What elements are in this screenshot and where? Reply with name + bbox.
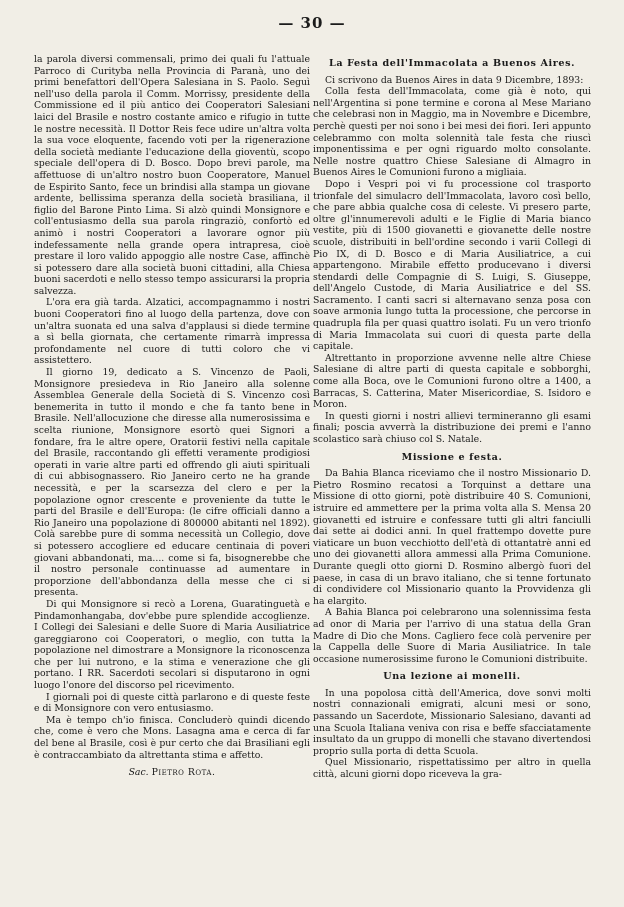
paragraph: Il giorno 19, dedicato a S. Vincenzo de Paoli, Monsignore presiedeva in Rio Janeiro alla solenne Assemblea Generale della Società di S. Vincenzo così benemerita in tutto il mondo e che fa tanto bene in Brasile. Nell'allocuzione che diresse alla numerosissima e scelta riunione, Monsignore esortò quei Signori a fondare, fra le altre opere, Oratorii festivi nella capitale del Brasile, raccontando gli effetti veramente prodigiosi operati in varie altre parti ed offrendo gli aiuti spirituali di cui abbisognassero. Rio Janeiro certo ne ha grande necessità, e per la scarsezza del clero e per la popolazione ognor crescente e proveniente da tutte le parti del Brasile e dell'Europa: (le cifre officiali danno a Rio Janeiro una popolazione di 800000 abitanti nel 1892). Colà sarebbe pure di somma necessità un Collegio, dove si potessero accogliere ed educare centinaia di poveri giovani abbandonati, ma.... come si fa, bisognerebbe che il nostro personale continuasse ad aumentare in proporzione dell'abbondanza della messe che ci si presenta. bbox=[34, 367, 310, 599]
paragraph: Colla festa dell'Immacolata, come già è noto, qui nell'Argentina si pone termine e corona al Mese Mariano che celebrasi non in Maggio, ma in Novembre e Dicembre, perchè questi per noi sono i bei mesi dei fiori. Ieri appunto celebrammo con molta solennità tale festa che riuscì imponentissima e per ogni riguardo molto consolante. Nelle nostre quattro Chiese Salesiane di Almagro in Buenos Aires le Comunioni furono a migliaia. bbox=[313, 86, 592, 179]
section-heading: Missione e festa. bbox=[401, 451, 503, 463]
paragraph: A Bahia Blanca poi celebrarono una solennissima festa ad onor di Maria per l'arrivo di una statua della Gran Madre di Dio che Mons. Cagliero fece colà pervenire per la Cappella delle Suore di Maria Ausiliatrice. In tale occasione numerosissime furono le Comunioni distribuite. bbox=[313, 607, 591, 665]
paragraph: Da Bahia Blanca riceviamo che il nostro Missionario D. Pietro Rosmino recatosi a Torquinst a dettare una Missione di otto giorni, potè distribuire 40 S. Comunioni, istruire ed ammettere per la prima volta alla S. Mensa 20 giovanetti ed istruire e confessare tutti gli altri fanciulli dai sette ai dodici anni. In quel frattempo dovette pure viaticare un buon vecchiotto dell'età di ottantatrè anni ed uno dei giovanetti allora ammessi alla Prima Comunione. Durante quegli otto giorni D. Rosmino albergò fuori del paese, in casa di un bravo italiano, che si tenne fortunato di condividere col Missionario quanto la Provvidenza gli ha elargito. bbox=[313, 468, 591, 607]
paragraph: L'ora era già tarda. Alzatici, accompagnammo i nostri buoni Cooperatori fino al luogo della partenza, dove con un'altra suonata ed una salva d'applausi si diede termine a sì bella giornata, che certamente rimarrà impressa profondamente nel cuore di tutti coloro che vi assistettero. bbox=[34, 297, 310, 367]
paragraph: Dopo i Vespri poi vi fu processione col trasporto trionfale del simulacro dell'Immacolata, lavoro così bello, che pare abbia qualche cosa di celeste. Vi presero parte, oltre gl'innumerevoli adulti e le Figlie di Maria bianco vestite, più di 1500 giovanetti e giovanette delle nostre scuole, distribuiti in bell'ordine secondo i varii Collegi di Pio IX, di D. Bosco e di Maria Ausiliatrice, a cui appartengono. Mirabile effetto producevano i diversi stendardi delle Compagnie di S. Luigi, S. Giuseppe, dell'Angelo Custode, di Maria Ausiliatrice e del SS. Sacramento. I canti sacri si alternavano senza posa con soave armonia lungo tutta la processione, che percorse in quadrupla fila per quasi quattro isolati. Fu un vero trionfo di Maria Immacolata sui cuori di questa parte della capitale. bbox=[313, 178, 591, 353]
paragraph: la parola diversi commensali, primo dei quali fu l'attuale Parroco di Curityba nella Provincia di Paranà, uno dei primi benefattori dell'Opera Salesiana in S. Paolo. Seguì nell'uso della parola il Comm. Morrissy, presidente della Commissione ed il più antico dei Cooperatori Salesiani laici del Brasile e nostro costante amico e rifugio in tutte le nostre necessità. Il Dottor Reis fece udire un'altra volta la sua voce eloquente, facendo voti per la rigenerazione della società mediante l'educazione della gioventù, scopo speciale dell'opera di D. Bosco. Dopo brevi parole, ma affettuose di un'altro nostro buon Cooperatore, Manuel de Espirito Santo, fece un brindisi alla stampa un giovane ardente, bellissima speranza della società brasiliana, il figlio del Barone Pinto Lima. Si alzò quindi Monsignore e coll'entusiasmo della sua parola ringraziò, confortò ed animò i nostri Cooperatori a lavorare ognor più indefessamente nella grande opera intrapresa, cioè prestare il loro valido appoggio alle nostre Case, affinchè si potessero dare alla società buoni cittadini, alla Chiesa buoni sacerdoti e nello stesso tempo assicurarsi la propria salvezza. bbox=[34, 54, 310, 297]
signature-name: Pietro Rota. bbox=[151, 767, 216, 779]
paragraph: In questi giorni i nostri allievi termineranno gli esami finali; poscia avverrà la distribuzione dei premi e l'anno scolastico sarà chiuso col S. Natale. bbox=[313, 410, 591, 445]
paragraph: Ma è tempo ch'io finisca. Concluderò quindi dicendo che, come è vero che Mons. Lasagna ama e cerca di far del bene al Brasile, così è pur certo che dai Brasiliani egli è contraccambiato da altrettanta stima e affetto. bbox=[34, 714, 310, 761]
left-column bbox=[34, 54, 310, 779]
paragraph: I giornali poi di queste città parlarono e di queste feste e di Monsignore con vero entusiasmo. bbox=[34, 691, 310, 715]
signature bbox=[34, 767, 310, 779]
signature-prefix: Sac. bbox=[128, 767, 149, 779]
paragraph: Altrettanto in proporzione avvenne nelle altre Chiese Salesiane di altre parti di questa capitale e sobborghi, come alla Boca, ove le Comunioni furono oltre a 1400, a Barracas, S. Catterina, Mater Misericordiae, S. Isidoro e Moron. bbox=[313, 352, 591, 411]
paragraph: Di qui Monsignore si recò a Lorena, Guaratinguetà e Pindamonhangaba, dov'ebbe pure splendide accoglienze. I Collegi dei Salesiani e delle Suore di Maria Ausiliatrice gareggiarono coi Cooperatori, o meglio, con tutta la popolazione nel dimostrare a Monsignore la riconoscenza che per lui nutrono, e la stima e venerazione che gli portano. I RR. Sacerdoti secolari si disputarono in ogni luogo l'onore del discorso pel ricevimento. bbox=[34, 598, 310, 692]
paragraph: Quel Missionario, rispettatissimo per altro in quella città, alcuni giorni dopo riceveva la gra- bbox=[313, 757, 591, 781]
section-heading: La Festa dell'Immacolata a Buenos Aires. bbox=[328, 58, 576, 69]
page-number: — 30 — bbox=[278, 14, 346, 32]
paragraph: Ci scrivono da Buenos Aires in data 9 Dicembre, 1893: bbox=[325, 74, 584, 86]
right-column bbox=[313, 58, 591, 781]
paragraph: In una popolosa città dell'America, dove sonvi molti nostri connazionali emigrati, alcuni mesi or sono, passando un Sacerdote, Missionario Salesiano, davanti ad una Scuola Italiana veniva con risa e beffe sfacciatamente insultato da un gruppo di monelli che stavano divertendosi proprio sulla porta di detta Scuola. bbox=[313, 687, 591, 757]
section-heading: Una lezione ai monelli. bbox=[383, 671, 521, 683]
